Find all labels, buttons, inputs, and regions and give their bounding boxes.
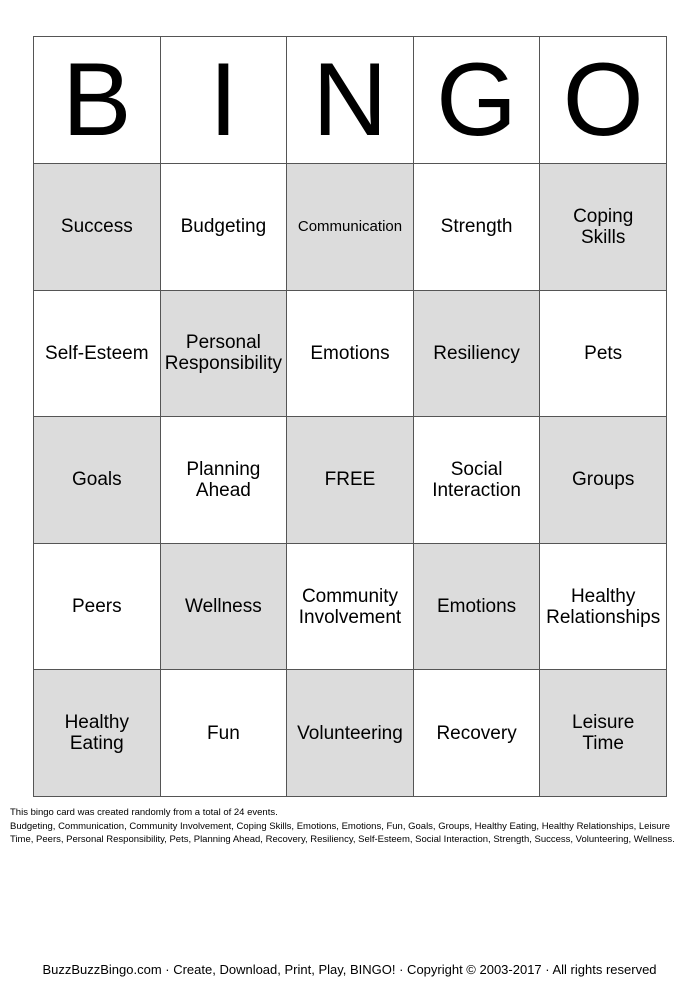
card-row-2	[34, 290, 667, 417]
cell-text: Volunteering	[297, 722, 403, 744]
card-row-5	[34, 670, 667, 797]
bingo-cell	[160, 543, 287, 670]
header-letter-g: G	[413, 37, 540, 164]
bingo-cell	[34, 543, 161, 670]
footer-copyright: BuzzBuzzBingo.com · Create, Download, Print, Play, BINGO! · Copyright © 2003-2017 · All rights reserved	[42, 962, 657, 977]
bingo-cell	[287, 164, 414, 291]
cell-text: Wellness	[185, 596, 262, 618]
bingo-cell	[34, 164, 161, 291]
cell-text: Success	[60, 216, 133, 238]
bingo-cell	[413, 543, 540, 670]
bingo-cell	[34, 417, 161, 544]
bingo-cell	[540, 543, 667, 670]
header-row	[34, 37, 667, 164]
header-letter-n: N	[287, 37, 414, 164]
header-letter-i: I	[160, 37, 287, 164]
bingo-cell	[540, 290, 667, 417]
cell-text: Budgeting	[180, 216, 267, 238]
bingo-cell	[540, 417, 667, 544]
cell-text: Communication	[297, 218, 403, 236]
bingo-cell	[160, 164, 287, 291]
cell-text: Healthy Relationships	[546, 585, 661, 628]
cell-text: Community Involvement	[298, 585, 402, 628]
card-info	[10, 806, 692, 847]
cell-text: Social Interaction	[432, 458, 521, 501]
bingo-cell	[413, 417, 540, 544]
cell-text: FREE	[324, 469, 376, 491]
bingo-cell	[160, 417, 287, 544]
bingo-cell	[413, 290, 540, 417]
cell-text: Groups	[572, 469, 635, 491]
header-letter-o: O	[540, 37, 667, 164]
card-row-3	[34, 417, 667, 544]
bingo-cell	[540, 670, 667, 797]
bingo-cell	[34, 670, 161, 797]
bingo-cell	[160, 670, 287, 797]
cell-text: Strength	[440, 216, 513, 238]
free-cell	[287, 417, 414, 544]
bingo-cell	[160, 290, 287, 417]
cell-text: Resiliency	[433, 342, 520, 364]
bingo-card	[33, 36, 667, 797]
bingo-cell	[413, 164, 540, 291]
bingo-cell	[287, 543, 414, 670]
cell-text: Recovery	[436, 722, 517, 744]
cell-text: Peers	[71, 596, 122, 618]
bingo-cell	[413, 670, 540, 797]
card-row-4	[34, 543, 667, 670]
cell-text: Fun	[207, 722, 240, 744]
cell-text: Self-Esteem	[45, 342, 149, 364]
header-letter-b: B	[34, 37, 161, 164]
cell-text: Coping Skills	[573, 205, 634, 248]
cell-text: Goals	[71, 469, 122, 491]
card-info-events: Budgeting, Communication, Community Involvement, Coping Skills, Emotions, Emotions, Fun, Goals, Groups, Healthy Eating, Healthy Relationships, Leisure Time, Peers, Personal Responsibility, Pets, Planning Ahead, Recovery, Resiliency, Self-Esteem, Social Interaction, Strength, Success, Volunteering, Wellness.	[10, 820, 675, 845]
cell-text: Personal Responsibility	[164, 332, 282, 375]
cell-text: Leisure Time	[572, 712, 635, 755]
card-info-note: This bingo card was created randomly from a total of 24 events.	[10, 807, 278, 818]
cell-text: Planning Ahead	[186, 458, 261, 501]
cell-text: Emotions	[436, 596, 517, 618]
bingo-cell	[287, 670, 414, 797]
bingo-cell	[287, 290, 414, 417]
cell-text: Pets	[584, 342, 623, 364]
cell-text: Healthy Eating	[64, 712, 129, 755]
cell-text: Emotions	[310, 342, 390, 364]
bingo-cell	[34, 290, 161, 417]
card-row-1	[34, 164, 667, 291]
bingo-cell	[540, 164, 667, 291]
